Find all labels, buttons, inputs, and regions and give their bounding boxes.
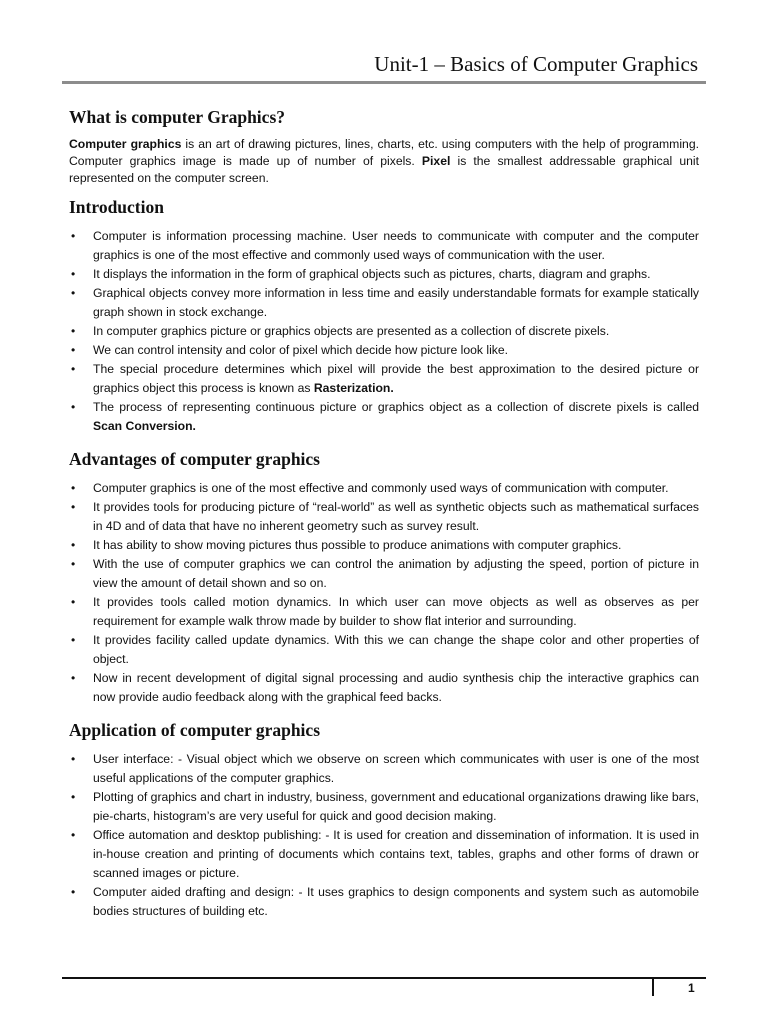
list-item (69, 227, 699, 265)
list-item (69, 669, 699, 707)
text-run: The special procedure determines which pixel will provide the best approximation to the desired picture or graphics object this process is known as (93, 362, 699, 395)
list-item (69, 284, 699, 322)
text-run: It has ability to show moving pictures thus possible to produce animations with computer graphics. (93, 538, 622, 552)
list-item (69, 498, 699, 536)
bullet-icon: • (71, 362, 76, 376)
list-item (69, 341, 699, 360)
bullet-icon: • (71, 343, 76, 357)
section-title-what-is: What is computer Graphics? (69, 107, 285, 127)
list-item (69, 479, 699, 498)
bold-term: Computer graphics (69, 137, 182, 151)
bullet-icon: • (71, 400, 76, 414)
text-run: It provides facility called update dynamics. With this we can change the shape color and other properties of object. (93, 633, 699, 666)
bullet-icon: • (71, 633, 76, 647)
list-item (69, 555, 699, 593)
list-item (69, 398, 699, 436)
text-run: User interface: - Visual object which we observe on screen which communicates with user is one of the most useful applications of the computer graphics. (93, 752, 699, 785)
text-run: Plotting of graphics and chart in industry, business, government and educational organizations drawing like bars, pie-charts, histogram’s are very useful for quick and good decision making. (93, 790, 699, 823)
text-run: Computer aided drafting and design: - It uses graphics to design components and system such as automobile bodies structures of building etc. (93, 885, 699, 918)
text-run: The process of representing continuous picture or graphics object as a collection of discrete pixels is called (93, 400, 699, 414)
list-item (69, 631, 699, 669)
text-run: is the smallest addressable graphical unit represented on the computer screen. (69, 154, 699, 185)
footer-divider (62, 977, 706, 979)
bullet-icon: • (71, 286, 76, 300)
text-run: We can control intensity and color of pixel which decide how picture look like. (93, 343, 509, 357)
bullet-icon: • (71, 538, 76, 552)
bullet-icon: • (71, 595, 76, 609)
bullet-icon: • (71, 229, 76, 243)
list-item (69, 536, 699, 555)
text-run: Office automation and desktop publishing: - It is used for creation and dissemination of information. It is used in in-house creation and printing of documents which contains text, tables, graphs and other forms of drawn or scanned images or picture. (93, 828, 699, 880)
bullet-icon: • (71, 885, 76, 899)
applications-list (69, 750, 699, 921)
bullet-icon: • (71, 324, 76, 338)
section-title-advantages: Advantages of computer graphics (69, 449, 320, 469)
bullet-icon: • (71, 828, 76, 842)
text-run: Now in recent development of digital signal processing and audio synthesis chip the interactive graphics can now provide audio feedback along with the graphical feed backs. (93, 671, 699, 704)
bullet-icon: • (71, 671, 76, 685)
text-run: It displays the information in the form of graphical objects such as pictures, charts, diagram and graphs. (93, 267, 651, 281)
footer-page-separator (652, 979, 654, 996)
bullet-icon: • (71, 500, 76, 514)
text-run: With the use of computer graphics we can control the animation by adjusting the speed, portion of picture in view the amount of detail shown and so on. (93, 557, 699, 590)
bold-term: Rasterization. (313, 381, 394, 395)
list-item (69, 826, 699, 883)
text-run: Graphical objects convey more information in less time and easily understandable formats for example statically graph shown in stock exchange. (93, 286, 699, 319)
text-run: It provides tools called motion dynamics. In which user can move objects as well as observes as per requirement for example walk throw made by builder to show flat interior and surrounding. (93, 595, 699, 628)
list-item (69, 322, 699, 341)
bullet-icon: • (71, 481, 76, 495)
list-item (69, 360, 699, 398)
list-item (69, 750, 699, 788)
advantages-list (69, 479, 699, 707)
bold-term: Scan Conversion. (93, 419, 196, 433)
page-header-title: Unit-1 – Basics of Computer Graphics (374, 52, 698, 76)
page-content (69, 107, 699, 921)
bullet-icon: • (71, 752, 76, 766)
bullet-icon: • (71, 557, 76, 571)
list-item (69, 883, 699, 921)
page-number: 1 (688, 981, 695, 995)
bold-term: Pixel (421, 154, 451, 168)
bullet-icon: • (71, 790, 76, 804)
list-item (69, 593, 699, 631)
header-divider (62, 81, 706, 84)
text-run: Computer is information processing machine. User needs to communicate with computer and the computer graphics is one of the most effective and commonly used ways of communication with the user. (93, 229, 699, 262)
list-item (69, 265, 699, 284)
section-title-applications: Application of computer graphics (69, 720, 320, 740)
list-item (69, 788, 699, 826)
text-run: It provides tools for producing picture of “real-world” as well as synthetic objects such as mathematical surfaces in 4D and of data that have no inherent geometry such as survey result. (93, 500, 699, 533)
introduction-list (69, 227, 699, 436)
text-run: is an art of drawing pictures, lines, charts, etc. using computers with the help of programming. Computer graphics image is made up of number of pixels. (69, 137, 699, 168)
text-run: Computer graphics is one of the most effective and commonly used ways of communication with computer. (93, 481, 669, 495)
section-title-introduction: Introduction (69, 197, 164, 217)
what-is-paragraph (69, 136, 699, 187)
bullet-icon: • (71, 267, 76, 281)
text-run: In computer graphics picture or graphics objects are presented as a collection of discrete pixels. (93, 324, 610, 338)
